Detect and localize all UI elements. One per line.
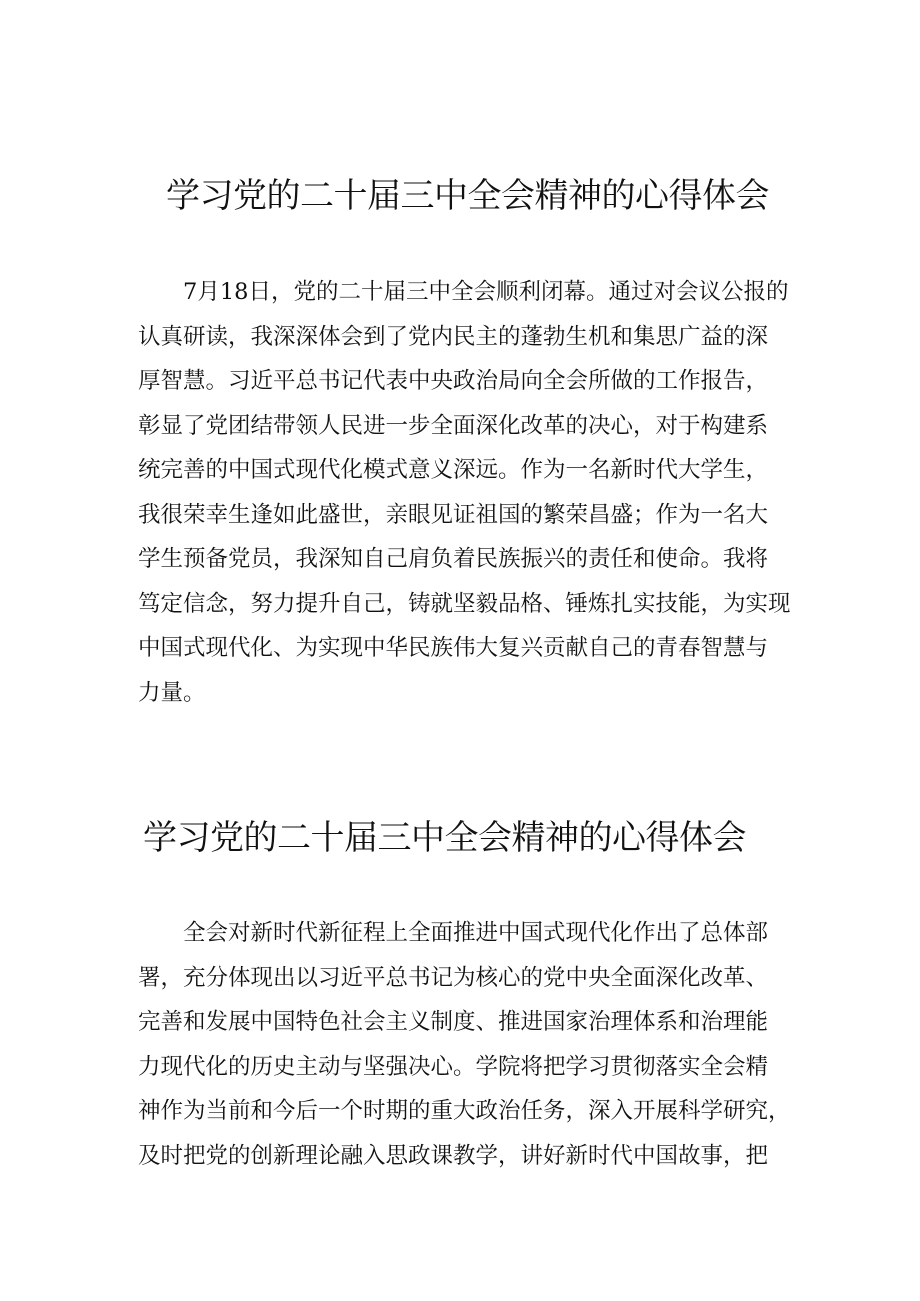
paragraph-line: 统完善的中国式现代化模式意义深远。作为一名新时代大学生， <box>138 457 769 483</box>
paragraph-line: 全会对新时代新征程上全面推进中国式现代化作出了总体部 <box>183 920 769 946</box>
section-1-title: 学习党的二十届三中全会精神的心得体会 <box>166 176 769 216</box>
paragraph-line: 神作为当前和今后一个时期的重大政治任务，深入开展科学研究， <box>138 1098 791 1124</box>
paragraph-line: 彰显了党团结带领人民进一步全面深化改革的决心，对于构建系 <box>138 412 769 439</box>
section-1-paragraph <box>138 270 791 715</box>
paragraph-line: 力现代化的历史主动与坚强决心。学院将把学习贯彻落实全会精 <box>138 1053 769 1080</box>
paragraph-line: 署，充分体现出以习近平总书记为核心的党中央全面深化改革、 <box>138 964 769 991</box>
paragraph-line: 认真研读，我深深体会到了党内民主的蓬勃生机和集思广益的深 <box>138 323 769 350</box>
paragraph-line: 厚智慧。习近平总书记代表中央政治局向全会所做的工作报告， <box>138 368 769 394</box>
paragraph-line: 力量。 <box>138 679 206 706</box>
section-2-paragraph <box>138 911 791 1178</box>
paragraph-line: 完善和发展中国特色社会主义制度、推进国家治理体系和治理能 <box>138 1009 769 1035</box>
paragraph-line: 笃定信念，努力提升自己，铸就坚毅品格、锤炼扎实技能，为实现 <box>138 590 791 617</box>
paragraph-line: 我很荣幸生逢如此盛世，亲眼见证祖国的繁荣昌盛；作为一名大 <box>138 501 769 528</box>
paragraph-line: 7月18日，党的二十届三中全会顺利闭幕。通过对会议公报的 <box>183 279 789 305</box>
paragraph-line: 中国式现代化、为实现中华民族伟大复兴贡献自己的青春智慧与 <box>138 635 769 661</box>
paragraph-line: 及时把党的创新理论融入思政课教学，讲好新时代中国故事，把 <box>138 1142 769 1169</box>
section-2-title: 学习党的二十届三中全会精神的心得体会 <box>143 818 746 858</box>
paragraph-line: 学生预备党员，我深知自己肩负着民族振兴的责任和使命。我将 <box>138 546 769 572</box>
